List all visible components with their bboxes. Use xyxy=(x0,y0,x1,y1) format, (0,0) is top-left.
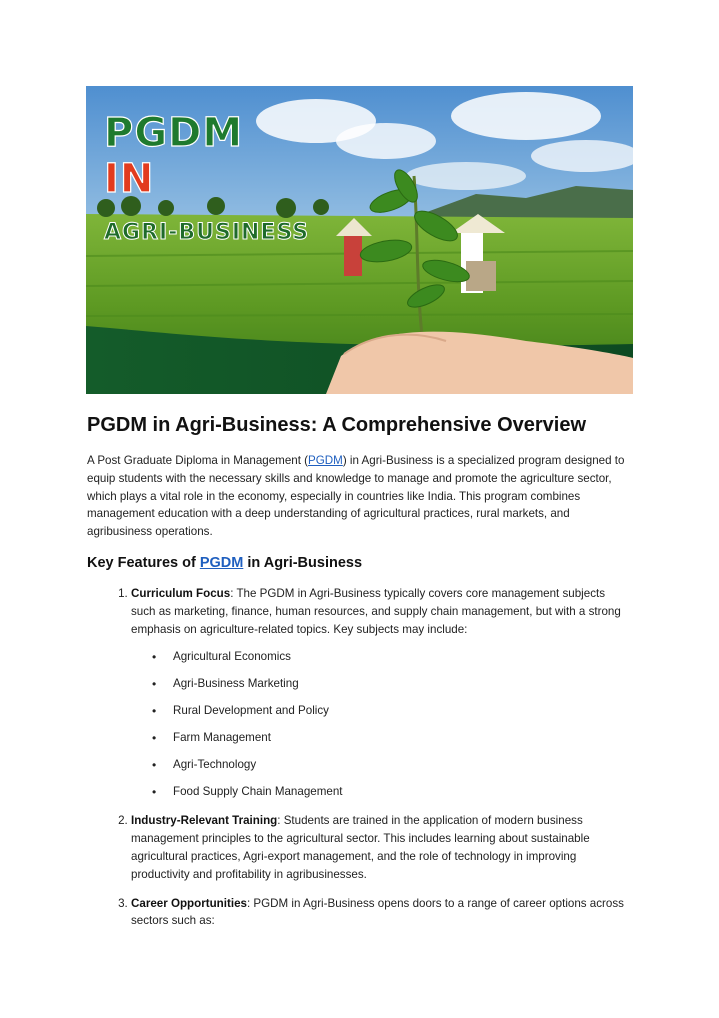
list-item: • Agri-Business Marketing xyxy=(173,675,632,693)
pgdm-link[interactable]: PGDM xyxy=(308,454,343,467)
document-body xyxy=(87,400,632,941)
list-item: • Agricultural Economics xyxy=(173,648,632,666)
feature-item xyxy=(131,812,632,883)
section-heading-before: Key Features of xyxy=(87,554,200,571)
intro-text-before: A Post Graduate Diploma in Management ( xyxy=(87,454,309,467)
feature-text: : Students are trained in the application of modern business management principles to the agricultural sector. This includes learning about sustainable agricultural practices, Agri-export management, and the role of technology in improving productivity and profitability in agribusinesses. xyxy=(131,814,590,881)
feature-label: Industry-Relevant Training xyxy=(131,814,278,828)
features-list xyxy=(87,585,632,930)
list-item: • Food Supply Chain Management xyxy=(173,783,632,801)
feature-text: : PGDM in Agri-Business opens doors to a range of career options across sectors such as: xyxy=(131,896,624,928)
page-title: PGDM in Agri-Business: A Comprehensive Overview xyxy=(87,414,587,436)
feature-text: : The PGDM in Agri-Business typically covers core management subjects such as marketing, finance, human resources, and supply chain management, but with a strong emphasis on agriculture-related topics. Key subjects may include: xyxy=(131,586,621,636)
list-item: • Agri-Technology xyxy=(173,756,632,774)
feature-item xyxy=(131,585,632,801)
section-heading-after: in Agri-Business xyxy=(243,554,363,571)
list-item: • Rural Development and Policy xyxy=(173,702,632,720)
list-item: • Farm Management xyxy=(173,729,632,747)
intro-paragraph xyxy=(87,452,632,541)
subjects-list xyxy=(131,648,632,801)
feature-item xyxy=(131,895,632,931)
feature-label: Career Opportunities xyxy=(131,896,247,910)
feature-label: Curriculum Focus xyxy=(131,586,231,600)
intro-text-after: ) in Agri-Business is a specialized program designed to equip students with the necessary skills and knowledge to manage and promote the agriculture sector, which plays a vital role in the economy, especially in countries like India. This program combines management education with a deep understanding of agricultural practices, rural markets, and agribusiness operations. xyxy=(87,454,625,539)
section-heading xyxy=(87,553,632,573)
hero-title-line2: IN xyxy=(104,156,155,202)
hero-title-line3: AGRI-BUSINESS xyxy=(104,220,310,245)
section-pgdm-link[interactable]: PGDM xyxy=(199,554,244,571)
hero-banner xyxy=(86,86,633,394)
hero-title-line1: PGDM xyxy=(104,110,244,156)
